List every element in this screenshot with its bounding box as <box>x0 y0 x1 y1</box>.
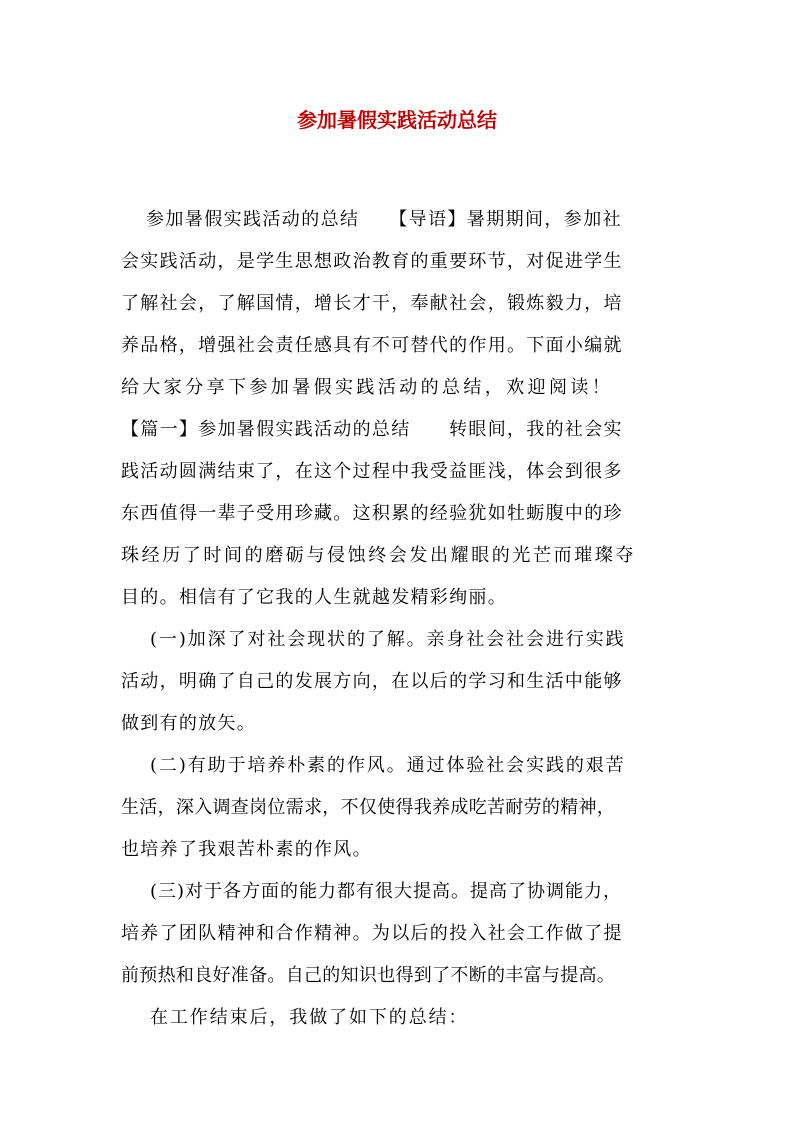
paragraph-line: (三)对于各方面的能力都有很大提高。提高了协调能力， <box>150 881 623 902</box>
paragraph-line: 【篇一】参加暑假实践活动的总结 转眼间，我的社会实 <box>121 419 623 440</box>
document-title: 参加暑假实践活动总结 <box>297 108 497 132</box>
paragraph-line: 给大家分享下参加暑假实践活动的总结，欢迎阅读！ <box>121 377 614 398</box>
paragraph-line: 生活，深入调查岗位需求，不仅使得我养成吃苦耐劳的精神， <box>121 797 616 818</box>
paragraph-line: 做到有的放矢。 <box>121 713 257 734</box>
paragraph-line: 会实践活动，是学生思想政治教育的重要环节，对促进学生 <box>121 251 623 272</box>
paragraph-line: 养品格，增强社会责任感具有不可替代的作用。下面小编就 <box>121 335 623 356</box>
paragraph-line: 目的。相信有了它我的人生就越发精彩绚丽。 <box>121 587 507 608</box>
paragraph-line: (二)有助于培养朴素的作风。通过体验社会实践的艰苦 <box>150 755 626 776</box>
paragraph-line: 也培养了我艰苦朴素的作风。 <box>121 839 372 860</box>
paragraph-line: 了解社会，了解国情，增长才干，奉献社会，锻炼毅力，培 <box>121 293 623 314</box>
paragraph-line: 培养了团队精神和合作精神。为以后的投入社会工作做了提 <box>121 923 623 944</box>
paragraph-line: (一)加深了对社会现状的了解。亲身社会社会进行实践 <box>150 629 626 650</box>
paragraph-line: 践活动圆满结束了，在这个过程中我受益匪浅，体会到很多 <box>121 461 623 482</box>
paragraph-line: 参加暑假实践活动的总结 【导语】暑期期间，参加社 <box>146 209 622 230</box>
paragraph-line: 东西值得一辈子受用珍藏。这积累的经验犹如牡蛎腹中的珍 <box>121 503 623 524</box>
paragraph-line: 活动，明确了自己的发展方向，在以后的学习和生活中能够 <box>121 671 623 692</box>
paragraph-line: 前预热和良好准备。自己的知识也得到了不断的丰富与提高。 <box>121 965 616 986</box>
paragraph-line: 珠经历了时间的磨砺与侵蚀终会发出耀眼的光芒而璀璨夺 <box>121 545 636 566</box>
paragraph-line: 在工作结束后，我做了如下的总结： <box>150 1007 469 1028</box>
